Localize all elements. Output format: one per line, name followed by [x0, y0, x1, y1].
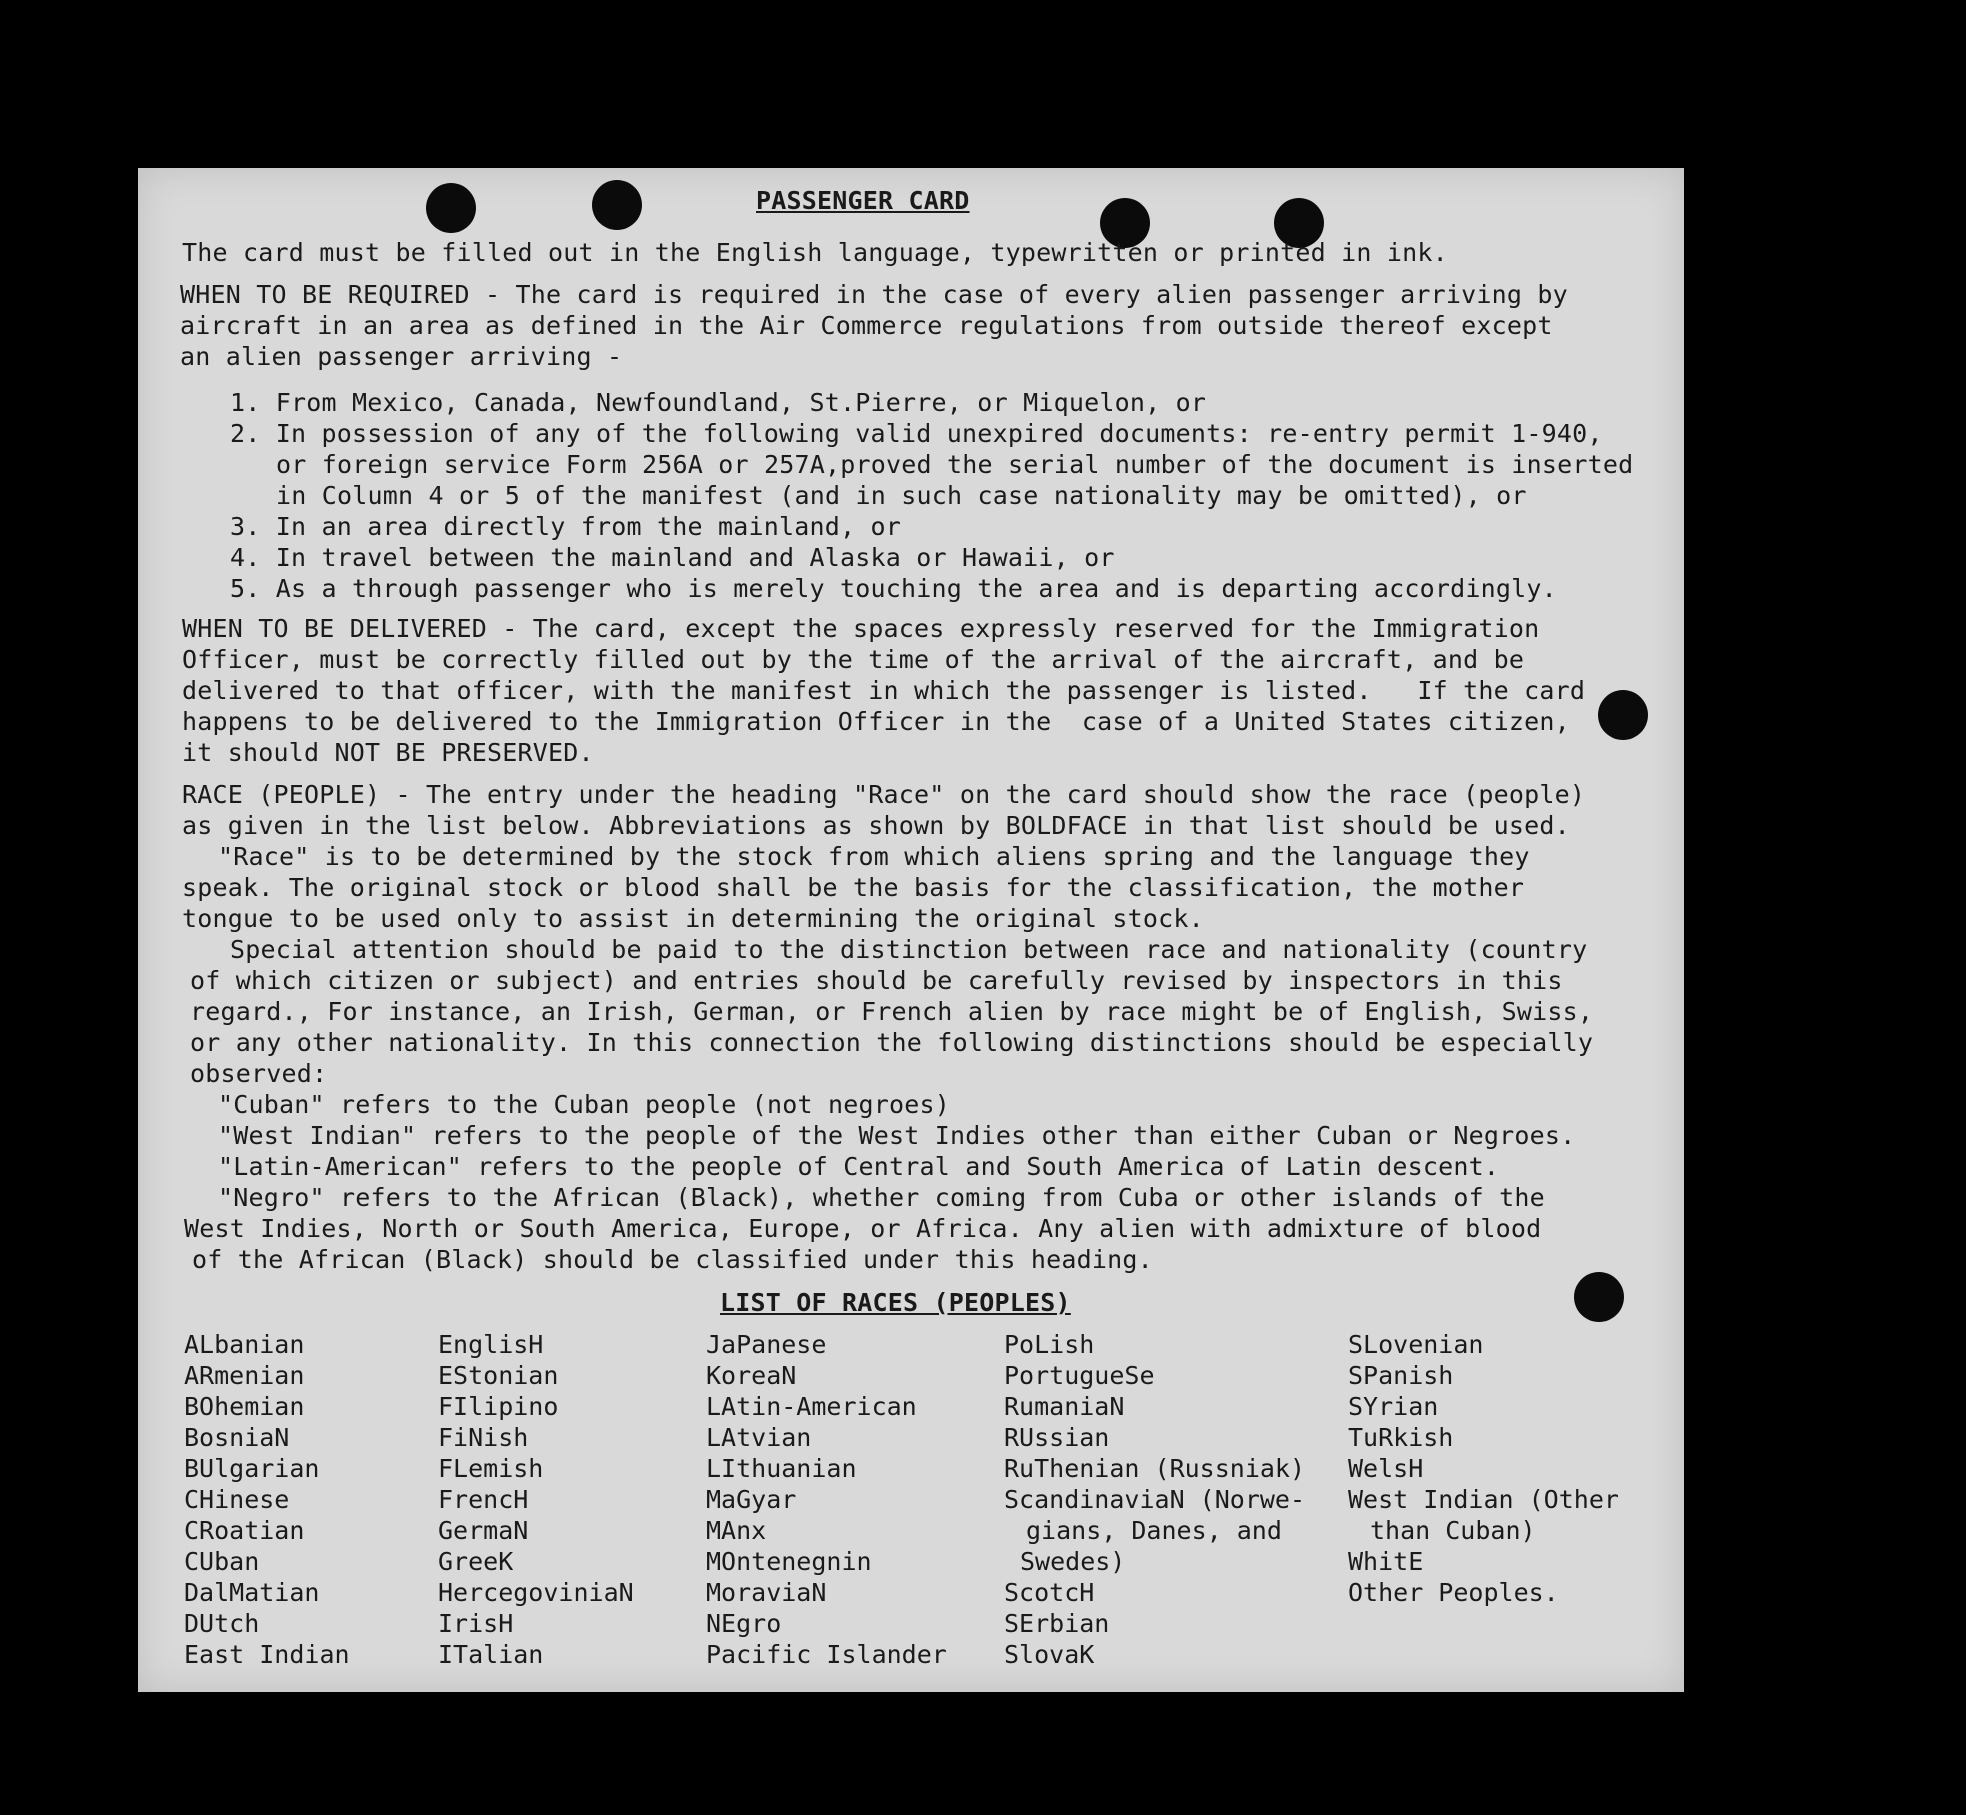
race-col5-item: than Cuban) [1370, 1516, 1536, 1545]
race-col1-item: BUlgarian [184, 1454, 320, 1483]
race-col5-item: West Indian (Other [1348, 1485, 1619, 1514]
race-col2-item: EStonian [438, 1361, 559, 1390]
race-col4-item: PoLish [1004, 1330, 1095, 1359]
required-item: 1. From Mexico, Canada, Newfoundland, St.Pierre, or Miquelon, or [230, 388, 1207, 417]
race-col1-item: CUban [184, 1547, 260, 1576]
race-col2-item: HercegoviniaN [438, 1578, 634, 1607]
passenger-card [138, 168, 1684, 1692]
race-col5-item: SYrian [1348, 1392, 1439, 1421]
race-col2-item: EnglisH [438, 1330, 544, 1359]
distinction-line: "Cuban" refers to the Cuban people (not negroes) [218, 1090, 951, 1119]
race-col3-item: LIthuanian [706, 1454, 857, 1483]
race-col4-item: RUssian [1004, 1423, 1110, 1452]
required-line: an alien passenger arriving - [180, 342, 623, 371]
race-col1-item: BOhemian [184, 1392, 305, 1421]
race-col1-item: DalMatian [184, 1578, 320, 1607]
race-col1-item: ALbanian [184, 1330, 305, 1359]
punch-hole [1598, 690, 1648, 740]
list-title: LIST OF RACES (PEOPLES) [720, 1288, 1071, 1317]
race-col4-item: RumaniaN [1004, 1392, 1125, 1421]
race-col2-item: FiNish [438, 1423, 529, 1452]
required-item: 4. In travel between the mainland and Alaska or Hawaii, or [230, 543, 1115, 572]
race-col1-item: East Indian [184, 1640, 350, 1669]
required-item: 5. As a through passenger who is merely touching the area and is departing accordingly. [230, 574, 1557, 603]
race-line: speak. The original stock or blood shall be the basis for the classification, the mother [182, 873, 1525, 902]
race-col2-item: FLemish [438, 1454, 544, 1483]
required-item: in Column 4 or 5 of the manifest (and in such case nationality may be omitted), or [276, 481, 1527, 510]
card-title: PASSENGER CARD [756, 186, 970, 215]
required-item: 2. In possession of any of the following valid unexpired documents: re-entry permit 1-940, [230, 419, 1603, 448]
race-col1-item: DUtch [184, 1609, 260, 1638]
race-col5-item: Other Peoples. [1348, 1578, 1559, 1607]
required-item: or foreign service Form 256A or 257A,proved the serial number of the document is inserted [276, 450, 1634, 479]
required-line: aircraft in an area as defined in the Air Commerce regulations from outside thereof except [180, 311, 1553, 340]
race-col3-item: Pacific Islander [706, 1640, 947, 1669]
race-col1-item: ARmenian [184, 1361, 305, 1390]
race-col5-item: SPanish [1348, 1361, 1454, 1390]
race-col3-item: LAtvian [706, 1423, 812, 1452]
race-col2-item: ITalian [438, 1640, 544, 1669]
race-line: as given in the list below. Abbreviations as shown by BOLDFACE in that list should be used. [182, 811, 1570, 840]
intro-line: The card must be filled out in the English language, typewritten or printed in ink. [182, 238, 1448, 267]
distinction-line: "Latin-American" refers to the people of Central and South America of Latin descent. [218, 1152, 1500, 1181]
race-col4-item: RuThenian (Russniak) [1004, 1454, 1306, 1483]
race-col2-item: FIlipino [438, 1392, 559, 1421]
race-col3-item: MOntenegnin [706, 1547, 872, 1576]
race-col1-item: CHinese [184, 1485, 290, 1514]
delivered-line: delivered to that officer, with the manifest in which the passenger is listed. If the card [182, 676, 1586, 705]
delivered-line: Officer, must be correctly filled out by the time of the arrival of the aircraft, and be [182, 645, 1525, 674]
race-line: regard., For instance, an Irish, German, or French alien by race might be of English, Swiss, [190, 997, 1594, 1026]
race-col1-item: BosniaN [184, 1423, 290, 1452]
race-col4-item: PortugueSe [1004, 1361, 1155, 1390]
distinction-line: of the African (Black) should be classified under this heading. [192, 1245, 1153, 1274]
race-col3-item: JaPanese [706, 1330, 827, 1359]
race-line: RACE (PEOPLE) - The entry under the heading "Race" on the card should show the race (people) [182, 780, 1586, 809]
delivered-line: it should NOT BE PRESERVED. [182, 738, 594, 767]
race-col3-item: MaGyar [706, 1485, 797, 1514]
race-col2-item: FrencH [438, 1485, 529, 1514]
race-line: "Race" is to be determined by the stock from which aliens spring and the language they [218, 842, 1530, 871]
race-line: tongue to be used only to assist in determining the original stock. [182, 904, 1204, 933]
race-col3-item: NEgro [706, 1609, 782, 1638]
distinction-line: "Negro" refers to the African (Black), whether coming from Cuba or other islands of the [218, 1183, 1545, 1212]
delivered-line: WHEN TO BE DELIVERED - The card, except the spaces expressly reserved for the Immigration [182, 614, 1540, 643]
race-col3-item: MAnx [706, 1516, 767, 1545]
race-col4-item: ScandinaviaN (Norwe- [1004, 1485, 1306, 1514]
race-line: of which citizen or subject) and entries should be carefully revised by inspectors in this [190, 966, 1563, 995]
punch-hole [592, 180, 642, 230]
race-col2-item: GermaN [438, 1516, 529, 1545]
race-line: observed: [190, 1059, 328, 1088]
race-col2-item: IrisH [438, 1609, 514, 1638]
race-col5-item: WelsH [1348, 1454, 1424, 1483]
race-col5-item: WhitE [1348, 1547, 1424, 1576]
required-line: WHEN TO BE REQUIRED - The card is required in the case of every alien passenger arriving by [180, 280, 1568, 309]
race-col4-item: ScotcH [1004, 1578, 1095, 1607]
punch-hole [426, 183, 476, 233]
race-col4-item: gians, Danes, and [1026, 1516, 1282, 1545]
race-col4-item: SlovaK [1004, 1640, 1095, 1669]
race-col4-item: Swedes) [1020, 1547, 1126, 1576]
race-line: Special attention should be paid to the distinction between race and nationality (country [230, 935, 1588, 964]
race-col2-item: GreeK [438, 1547, 514, 1576]
race-col5-item: SLovenian [1348, 1330, 1484, 1359]
distinction-line: "West Indian" refers to the people of the West Indies other than either Cuban or Negroes. [218, 1121, 1576, 1150]
delivered-line: happens to be delivered to the Immigration Officer in the case of a United States citizen, [182, 707, 1570, 736]
race-col3-item: LAtin-American [706, 1392, 917, 1421]
race-col4-item: SErbian [1004, 1609, 1110, 1638]
race-col1-item: CRoatian [184, 1516, 305, 1545]
race-col5-item: TuRkish [1348, 1423, 1454, 1452]
punch-hole [1574, 1272, 1624, 1322]
race-col3-item: MoraviaN [706, 1578, 827, 1607]
race-line: or any other nationality. In this connection the following distinctions should be especially [190, 1028, 1594, 1057]
distinction-line: West Indies, North or South America, Europe, or Africa. Any alien with admixture of blood [184, 1214, 1542, 1243]
race-col3-item: KoreaN [706, 1361, 797, 1390]
required-item: 3. In an area directly from the mainland, or [230, 512, 902, 541]
